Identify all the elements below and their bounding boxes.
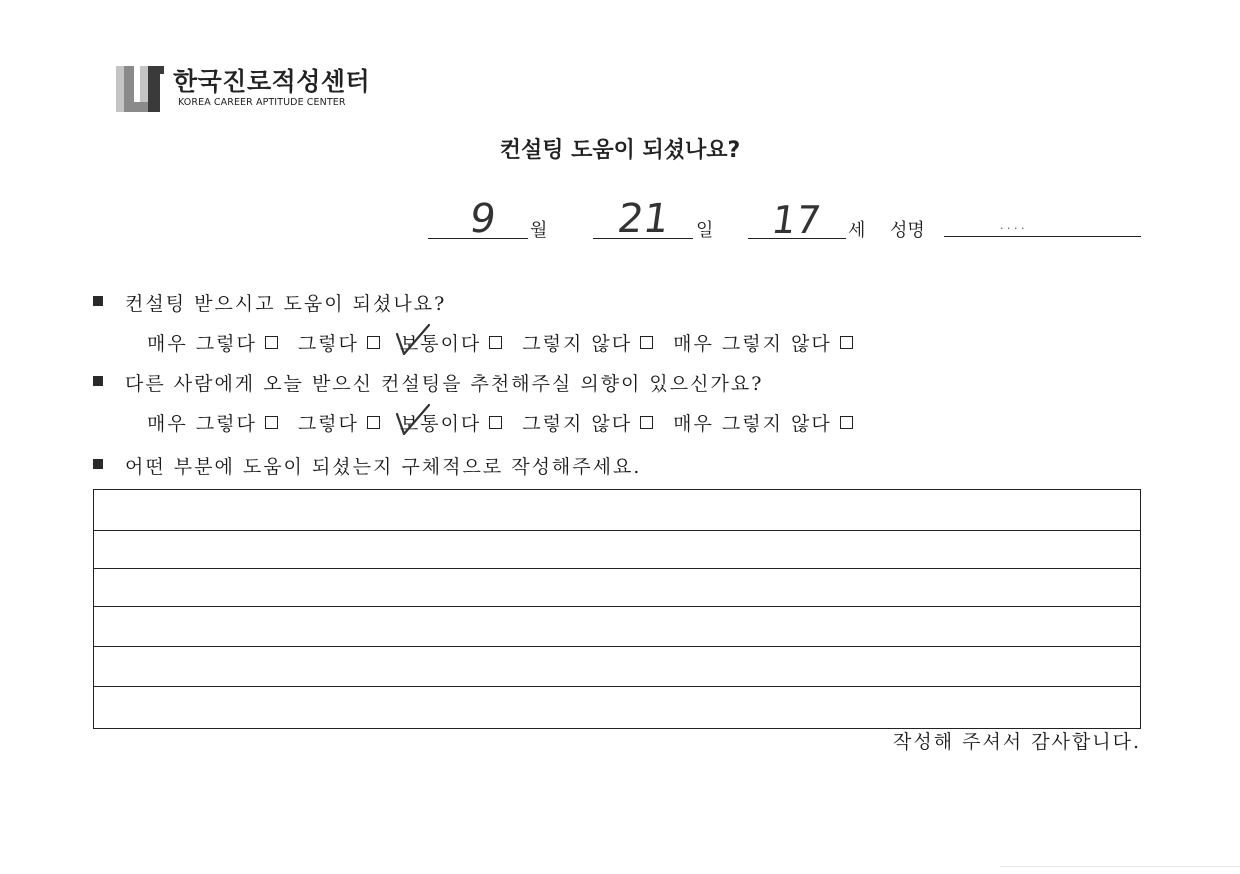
question-2-text: 다른 사람에게 오늘 받으신 컨설팅을 추천해주실 의향이 있으신가요?: [125, 373, 764, 395]
scan-edge-line: [1000, 866, 1240, 867]
question-bullet: [93, 296, 103, 306]
answer-textarea[interactable]: [93, 489, 1141, 729]
checkmark-icon: [392, 320, 432, 360]
logo-name-english: KOREA CAREER APTITUDE CENTER: [178, 97, 346, 108]
checkbox[interactable]: [840, 416, 853, 429]
name-label: 성명: [890, 220, 925, 241]
answer-line: [94, 646, 1140, 647]
name-underline: [944, 236, 1141, 237]
checkbox[interactable]: [840, 336, 853, 349]
month-value: 9: [466, 196, 499, 242]
question-1-option-very-agree[interactable]: 매우 그렇다: [147, 329, 278, 356]
checkbox[interactable]: [265, 416, 278, 429]
answer-line: [94, 530, 1140, 531]
day-value: 21: [614, 196, 673, 242]
checkbox[interactable]: [265, 336, 278, 349]
question-2-option-disagree[interactable]: 그렇지 않다: [522, 409, 653, 436]
question-2-options: [147, 409, 873, 436]
question-3-text: 어떤 부분에 도움이 되셨는지 구체적으로 작성해주세요.: [125, 456, 642, 478]
question-2-option-neutral[interactable]: 보통이다: [400, 409, 502, 436]
answer-line: [94, 606, 1140, 607]
thanks-note: 작성해 주셔서 감사합니다.: [892, 731, 1141, 753]
question-1-options: [147, 329, 873, 356]
checkbox-checked[interactable]: [367, 416, 380, 429]
page-title: 컨설팅 도움이 되셨나요?: [499, 138, 741, 163]
checkbox[interactable]: [640, 416, 653, 429]
age-label: 세: [848, 220, 866, 241]
answer-line: [94, 686, 1140, 687]
question-1-text: 컨설팅 받으시고 도움이 되셨나요?: [125, 293, 447, 315]
month-label: 월: [530, 220, 548, 241]
question-1-option-agree[interactable]: 그렇다: [298, 329, 380, 356]
question-2-option-agree[interactable]: 그렇다: [298, 409, 380, 436]
checkbox[interactable]: [640, 336, 653, 349]
checkbox-checked[interactable]: [367, 336, 380, 349]
question-1-option-disagree[interactable]: 그렇지 않다: [522, 329, 653, 356]
question-2-option-very-disagree[interactable]: 매우 그렇지 않다: [673, 409, 853, 436]
question-bullet: [93, 459, 103, 469]
question-2-option-very-agree[interactable]: 매우 그렇다: [147, 409, 278, 436]
question-1-option-very-disagree[interactable]: 매우 그렇지 않다: [673, 329, 853, 356]
question-bullet: [93, 376, 103, 386]
checkbox[interactable]: [489, 416, 502, 429]
day-label: 일: [696, 220, 714, 241]
question-1-option-neutral[interactable]: 보통이다: [400, 329, 502, 356]
logo-name-korean: 한국진로적성센터: [173, 67, 371, 96]
checkmark-icon: [392, 400, 432, 440]
answer-line: [94, 568, 1140, 569]
age-value: 17: [768, 198, 824, 242]
checkbox[interactable]: [489, 336, 502, 349]
name-value: · · · ·: [1000, 222, 1025, 235]
logo-mark-icon: [116, 66, 164, 112]
